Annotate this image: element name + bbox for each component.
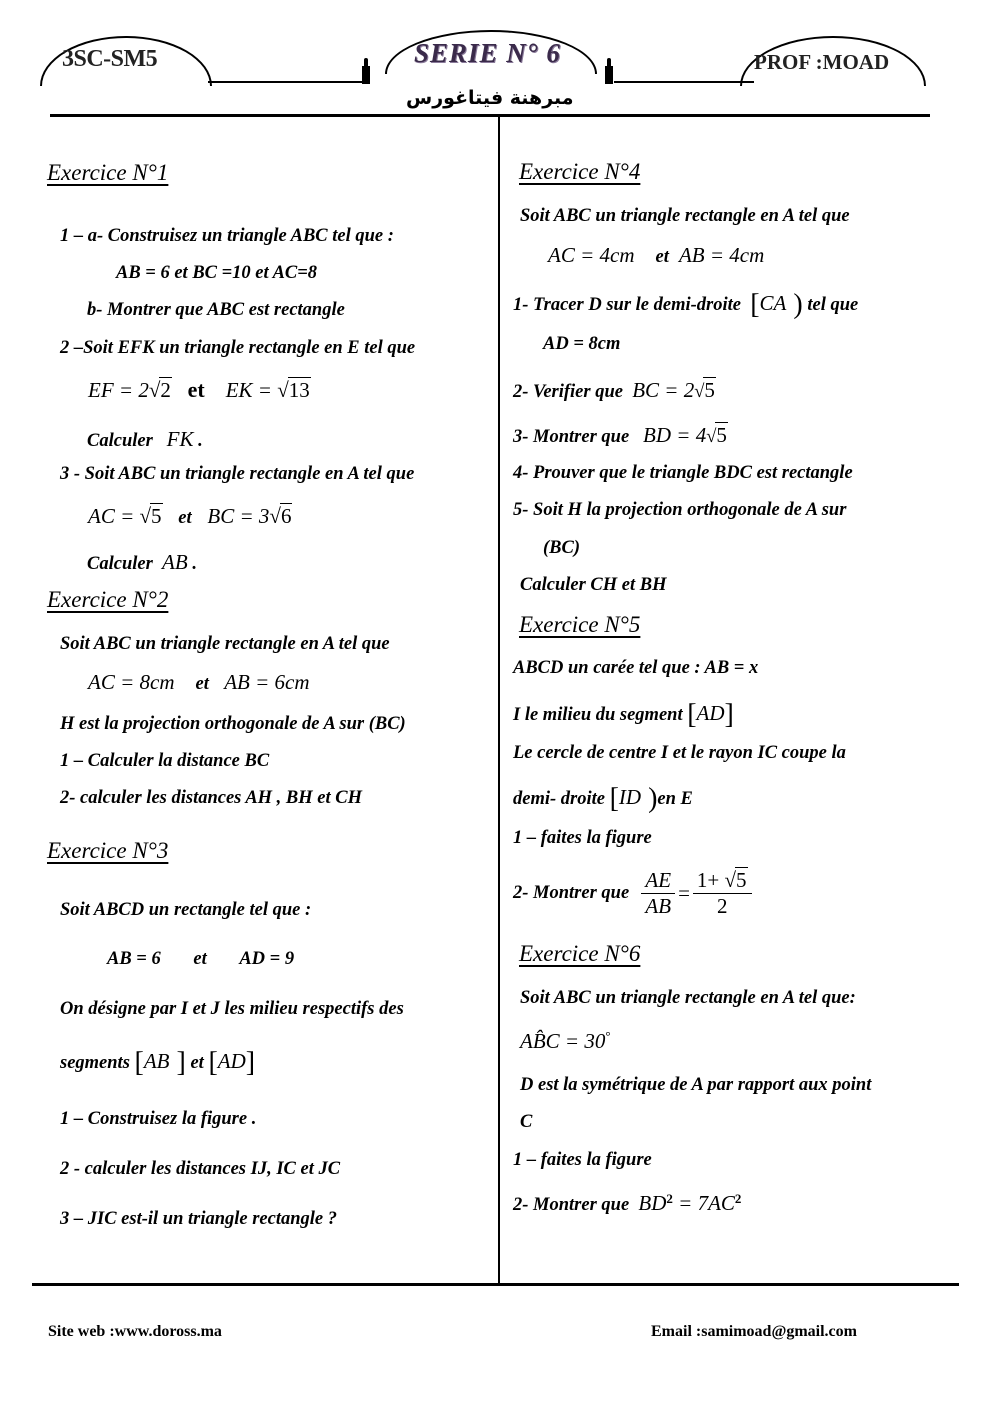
sqrt-radicand: 5: [704, 378, 715, 402]
exercise-line: Soit ABC un triangle rectangle en A tel que: [60, 634, 390, 654]
exercise-line: 4- Prouver que le triangle BDC est rectangle: [513, 463, 853, 483]
exercise-line: 1 – faites la figure: [513, 1150, 652, 1170]
segment-name: AD: [217, 1049, 246, 1073]
exercise-title: Exercice N°3: [47, 838, 169, 863]
topic-title: مبرهنة فيتاغورس: [406, 87, 574, 109]
exercise-line: [513, 377, 716, 403]
formula-text: BC = 2: [632, 378, 695, 402]
formula-text: AC = 4cm: [548, 243, 635, 267]
header-rule: [50, 114, 930, 117]
pillar-icon: [360, 58, 372, 84]
bracket-open: [: [687, 699, 697, 730]
bracket-open: [: [134, 1047, 144, 1078]
exercise-line: Soit ABCD un rectangle tel que :: [60, 900, 312, 920]
exercise-line: (BC): [543, 538, 580, 558]
sqrt-icon: √: [269, 504, 281, 528]
exercise-line: D est la symétrique de A par rapport aux point: [520, 1075, 872, 1095]
exercise-line: b- Montrer que ABC est rectangle: [87, 300, 345, 320]
formula-text: AC = 8cm: [88, 670, 175, 694]
exercise-line: 3 – JIC est-il un triangle rectangle ?: [60, 1209, 338, 1229]
line-text: 3- Montrer que: [513, 427, 630, 447]
formula-text: AC =: [88, 504, 140, 528]
exercise-formula: [520, 1028, 611, 1054]
class-label: 3SC-SM5: [62, 46, 158, 72]
exercise-title: Exercice N°4: [519, 159, 641, 184]
footer-website: Site web :www.doross.ma: [48, 1323, 222, 1340]
segment-name: AD: [696, 701, 725, 725]
line-text: AB = 6: [107, 949, 161, 969]
sqrt-icon: √: [277, 378, 289, 402]
fraction-numerator: AE: [641, 868, 675, 894]
sqrt-icon: √: [724, 868, 737, 892]
segment-name: AB: [143, 1049, 170, 1073]
exercise-line: 1 – faites la figure: [513, 828, 652, 848]
exercise-line: [513, 422, 728, 448]
line-text: Calculer: [87, 554, 153, 574]
exercise-title: Exercice N°2: [47, 587, 169, 612]
fraction-denominator: AB: [645, 893, 672, 918]
line-text: .: [198, 431, 203, 451]
fraction-ae-ab: [641, 868, 675, 919]
line-text: tel que: [807, 295, 859, 315]
bracket-close: ): [786, 289, 803, 320]
exercise-title: Exercice N°5: [519, 612, 641, 637]
exercise-line: 2 –Soit EFK un triangle rectangle en E tel que: [60, 338, 416, 358]
exercise-line: Soit ABC un triangle rectangle en A tel que:: [520, 988, 856, 1008]
exponent: 2: [734, 1191, 742, 1206]
exercise-line: 1 – a- Construisez un triangle ABC tel que :: [60, 226, 394, 246]
series-label: SERIE N° 6: [414, 38, 561, 68]
exercise-line: [513, 783, 693, 815]
line-text: 1- Tracer D sur le demi-droite: [513, 295, 741, 315]
exercise-line: [87, 427, 203, 452]
exercise-line: AB = 6 et BC =10 et AC=8: [116, 263, 318, 283]
exercise-line: AD = 8cm: [543, 334, 621, 354]
formula-conjunction: et: [187, 377, 205, 402]
exercise-line: [513, 867, 755, 919]
line-text: Calculer: [87, 431, 153, 451]
sqrt-radicand: 6: [280, 504, 292, 528]
sqrt-icon: √: [694, 382, 705, 402]
bracket-close: ]: [169, 1047, 186, 1078]
teacher-label: PROF :MOAD: [754, 50, 890, 74]
formula-text: AB = 4cm: [678, 243, 765, 267]
exercise-formula: [88, 503, 292, 529]
exercise-line: 5- Soit H la projection orthogonale de A sur: [513, 500, 847, 520]
formula-text: BC = 3: [207, 504, 270, 528]
exercise-formula: [88, 670, 310, 695]
sqrt-radicand: 5: [736, 868, 747, 892]
footer-rule: [32, 1283, 959, 1286]
line-text: segments: [60, 1053, 130, 1073]
formula-text: = 7AC: [672, 1191, 735, 1216]
exercise-formula: [548, 243, 764, 268]
formula-text: EF = 2: [88, 378, 149, 402]
exercise-line: 1 – Construisez la figure .: [60, 1109, 257, 1129]
formula-text: 1+: [696, 868, 725, 892]
line-text: AD = 9: [239, 949, 295, 969]
exercise-line: [87, 550, 197, 575]
formula-text: BD = 4: [643, 423, 707, 447]
line-text: et: [193, 949, 207, 969]
degree-symbol: °: [605, 1028, 611, 1043]
exercise-line: [513, 289, 858, 321]
exercise-line: [513, 699, 734, 731]
line-text: .: [192, 554, 197, 574]
bracket-close: ]: [245, 1047, 256, 1078]
bracket-close: ]: [724, 699, 734, 730]
fraction-golden-ratio: [693, 867, 752, 919]
sqrt-icon: √: [706, 427, 717, 447]
formula-conjunction: et: [178, 508, 192, 528]
equals-sign: =: [678, 880, 690, 905]
exercise-line: 2 - calculer les distances IJ, IC et JC: [60, 1159, 341, 1179]
sqrt-icon: √: [139, 504, 152, 528]
exercise-title: Exercice N°6: [519, 941, 641, 966]
exponent: 2: [666, 1191, 673, 1206]
line-text: 2- Verifier que: [513, 382, 623, 402]
exercise-line: 3 - Soit ABC un triangle rectangle en A tel que: [60, 464, 415, 484]
formula-conjunction: et: [195, 674, 209, 694]
exercise-line: Calculer CH et BH: [520, 575, 667, 595]
fraction-numerator: [693, 867, 752, 894]
bracket-close: ): [641, 783, 658, 814]
exercise-line: On désigne par I et J les milieu respectifs des: [60, 999, 404, 1019]
sqrt-radicand: 5: [151, 504, 162, 528]
exercise-line: 1 – Calculer la distance BC: [60, 751, 270, 771]
formula-text: EK =: [225, 378, 278, 402]
column-divider: [498, 117, 500, 1285]
formula-text: AB: [162, 550, 188, 574]
sqrt-radicand: 5: [716, 423, 727, 447]
exercise-line: [60, 1047, 255, 1079]
exercise-line: [513, 1191, 741, 1216]
exercise-line: Le cercle de centre I et le rayon IC coupe la: [513, 743, 846, 763]
sqrt-icon: √: [148, 378, 161, 402]
line-text: en E: [657, 789, 693, 809]
sqrt-radicand: 2: [160, 378, 171, 402]
formula-text: AB = 6cm: [224, 670, 310, 694]
formula-text: FK: [166, 427, 194, 451]
fraction-denominator: 2: [716, 894, 728, 918]
exercise-line: H est la projection orthogonale de A sur (BC): [60, 714, 406, 734]
bracket-open: [: [208, 1047, 218, 1078]
exercise-line: C: [520, 1112, 533, 1132]
exercise-line: Soit ABC un triangle rectangle en A tel que: [520, 206, 850, 226]
line-text: et: [190, 1053, 204, 1073]
exercise-line: ABCD un carée tel que : AB = x: [513, 658, 759, 678]
line-text: I le milieu du segment: [513, 705, 683, 725]
formula-text: BD: [638, 1191, 667, 1216]
exercise-formula: [88, 377, 311, 403]
header-line-right: [614, 81, 754, 83]
line-text: 2- Montrer que: [513, 882, 630, 903]
sqrt-radicand: 13: [288, 378, 310, 402]
bracket-open: [: [750, 289, 760, 320]
line-text: 2- Montrer que: [513, 1195, 630, 1216]
segment-name: ID: [618, 785, 642, 809]
formula-text: AB̂C = 30: [520, 1029, 606, 1053]
line-text: demi- droite: [513, 789, 605, 809]
header-line-left: [208, 81, 364, 83]
exercise-title: Exercice N°1: [47, 160, 169, 185]
exercise-line: 2- calculer les distances AH , BH et CH: [60, 788, 362, 808]
formula-conjunction: et: [655, 247, 669, 267]
bracket-open: [: [609, 783, 619, 814]
footer-email: Email :samimoad@gmail.com: [651, 1323, 857, 1340]
segment-name: CA: [759, 291, 787, 315]
exercise-line: [107, 949, 294, 970]
